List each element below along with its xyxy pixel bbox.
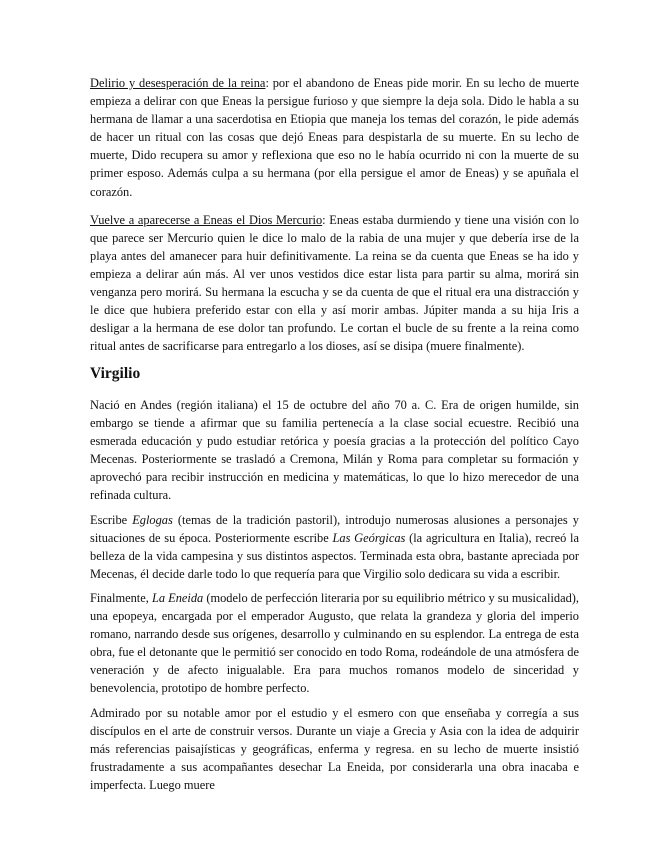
section-virgilio bbox=[90, 397, 579, 794]
heading-delirio: Delirio y desesperación de la reina bbox=[90, 76, 266, 90]
title-eglogas: Eglogas bbox=[132, 512, 173, 527]
text-delirio: : por el abandono de Eneas pide morir. En su lecho de muerte empieza a delirar con que Eneas la persigue furioso y que siempre la deja sola. Dido le habla a su hermana de llamar a una sacerdotisa en Etiopia que maneja los temas del corazón, le pide además de hacer un ritual con las cosas que dejó Eneas para despistarla de su muerte. En su lecho de muerte, Dido recupera su amor y reflexiona que eso no le había ocurrido ni con la muerte de su primer esposo. Además culpa a su hermana (por ella persigue el amor de Eneas) y se apuñala el corazón. bbox=[90, 76, 579, 199]
paragraph-eneida bbox=[90, 590, 579, 697]
heading-mercurio: Vuelve a aparecerse a Eneas el Dios Mercurio bbox=[90, 212, 323, 227]
paragraph-eglogas bbox=[90, 512, 579, 584]
text-segment: Finalmente, bbox=[90, 591, 152, 606]
text-segment: (temas de la tradición pastoril), introdujo numerosas alusiones a personajes y situaciones de su época. Posteriormente escribe bbox=[90, 512, 579, 545]
title-eneida: La Eneida bbox=[151, 591, 204, 606]
paragraph-mercurio bbox=[90, 211, 579, 356]
paragraph-delirio bbox=[90, 74, 579, 201]
title-georgicas: Las Geórgicas bbox=[332, 530, 406, 545]
text-segment: (la agricultura en Italia), recreó la belleza de la vida campesina y sus distintos aspectos. Terminada esta obra, bastante apreciada por Mecenas, él decide darle todo lo que requería para que Virgilio solo dedicara su vida a escribir. bbox=[90, 530, 579, 581]
text-mercurio: : Eneas estaba durmiendo y tiene una visión con lo que parece ser Mercurio quien le dice lo malo de la rabia de una mujer y que debería irse de la playa antes del amanecer para huir definitivamente. La reina se da cuenta que Eneas se ha ido y empieza a delirar aún más. Al ver unos vestidos dice estar lista para partir su alma, morirá sin venganza pero morirá. Su hermana la escucha y se da cuenta de que el ritual era una distracción y le dice que hubiera preferido estar con ella y así morir ambas. Júpiter manda a su hija Iris a desligar a la hermana de ese dolor tan profundo. Le cortan el bucle de su frente a la reina como ritual antes de sacrificarse para entregarlo a los dioses, así se disipa (muere finalmente). bbox=[90, 212, 579, 354]
paragraph-origen: Nació en Andes (región italiana) el 15 de octubre del año 70 a. C. Era de origen humilde, sin embargo se tiende a afirmar que su familia pertenecía a la clase social ecuestre. Recibió una esmerada educación y pudo estudiar retórica y poesía gracias a la protección del político Cayo Mecenas. Posteriormente se trasladó a Cremona, Milán y Roma para completar su formación y aprovechó para recibir instrucción en medicina y matemáticas, lo que lo hizo merecedor de una refinada cultura. bbox=[90, 398, 579, 502]
text-segment: (modelo de perfección literaria por su equilibrio métrico y su musicalidad), una epopeya, encargada por el emperador Augusto, que relata la grandeza y gloria del imperio romano, narrando desde sus orígenes, desarrollo y culminando en su esplendor. La entrega de esta obra, fue el detonante que le permitió ser conocido en todo Roma, rodeándole de una atmósfera de veneración y de afecto inigualable. Era para muchos romanos modelo de sinceridad y benevolencia, prototipo de hombre perfecto. bbox=[90, 591, 580, 695]
section-title-virgilio: Virgilio bbox=[90, 365, 141, 383]
section-reina bbox=[90, 74, 579, 355]
text-segment: Escribe bbox=[90, 512, 133, 527]
paragraph-admirado: Admirado por su notable amor por el estudio y el esmero con que enseñaba y corregía a sus discípulos en el arte de construir versos. Durante un viaje a Grecia y Asia con la idea de adquirir más referencias paisajísticas y geográficas, enferma y regresa. en su lecho de muerte insistió frustradamente a sus acompañantes desechar La Eneida, por considerarla una obra inacaba e imperfecta. Luego muere bbox=[90, 705, 579, 792]
